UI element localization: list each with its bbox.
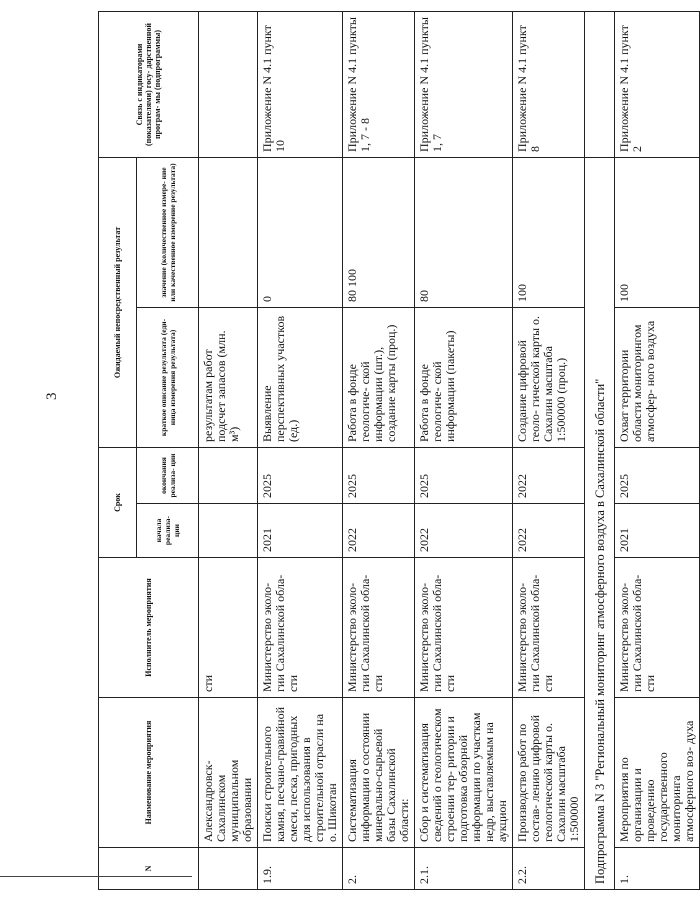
cell-value: 100 <box>615 158 700 308</box>
subprogram-link-cell <box>585 12 615 158</box>
cell-name: Александровск-Сахалинском муниципальном образовании <box>199 698 258 848</box>
subprogram-title: Подпрограмма N 3 "Региональный мониторинг атмосферного воздуха в Сахалинской области" <box>585 158 615 890</box>
cell-name: Сбор и систематизация сведений о геологическом строении тер- ритории и подготовка обзорной информации по участкам недр, выставляемым на аукцион <box>415 698 513 848</box>
cell-executor: сти <box>199 558 258 698</box>
table-row <box>199 12 258 890</box>
cell-value <box>199 158 258 308</box>
cell-desc: Работа в фонде геологиче- ской информации (шт.), создание карты (проц.) <box>343 308 415 448</box>
cell-executor: Министерство эколо- гии Сахалинской обла- сти <box>343 558 415 698</box>
header-start: начала реализа- ции <box>137 504 199 558</box>
cell-name: Производство работ по состав- лению цифровой геологической карты о. Сахалин масштаба 1:500000 <box>513 698 585 848</box>
table-row <box>343 12 415 890</box>
header-result: Ожидаемый непосредственный результат <box>99 158 137 448</box>
cell-end: 2022 <box>513 448 585 504</box>
page-number: 3 <box>44 392 60 400</box>
cell-start: 2022 <box>343 504 415 558</box>
header-end: окончания реализа- ции <box>137 448 199 504</box>
table-row <box>513 12 585 890</box>
cell-executor: Министерство эколо- гии Сахалинской обла- сти <box>258 558 343 698</box>
cell-value: 0 <box>258 158 343 308</box>
cell-name: Поиски строительного камня, песчано-гравийной смеси, песка, пригодных для использования в строительной отрасли на о. Шикотан <box>258 698 343 848</box>
cell-link: Приложение N 4.1 пункты 1, 7 - 8 <box>343 12 415 158</box>
cell-value: 100 <box>513 158 585 308</box>
cell-start <box>199 504 258 558</box>
header-n: N <box>99 848 199 890</box>
measures-table <box>98 11 700 890</box>
cell-value: 80 <box>415 158 513 308</box>
cell-desc: Охват территории области мониторингом атмосфер- ного воздуха <box>615 308 700 448</box>
header-name: Наименование мероприятия <box>99 698 199 848</box>
header-executor: Исполнитель мероприятия <box>99 558 199 698</box>
cell-n: 2. <box>343 848 415 890</box>
header-result-value: значение (количественное измере- ние или качественное измерение результата) <box>137 158 199 308</box>
cell-desc: результатам работ подсчет запасов (млн. м³) <box>199 308 258 448</box>
cell-executor: Министерство эколо- гии Сахалинской обла- сти <box>415 558 513 698</box>
cell-link: Приложение N 4.1 пункт 8 <box>513 12 585 158</box>
cell-link: Приложение N 4.1 пункт 2 <box>615 12 700 158</box>
cell-end: 2025 <box>258 448 343 504</box>
table-row <box>258 12 343 890</box>
cell-end <box>199 448 258 504</box>
header-result-desc: краткое описание результата (еди- ница измерения результата) <box>137 308 199 448</box>
header-term: Срок <box>99 448 137 558</box>
cell-end: 2025 <box>415 448 513 504</box>
cell-name: Мероприятия по организации и проведению государственного мониторинга атмосферного воз- духа <box>615 698 700 848</box>
cell-start: 2022 <box>415 504 513 558</box>
cell-executor: Министерство эколо- гии Сахалинской обла- сти <box>615 558 700 698</box>
rotated-table-container <box>98 12 696 890</box>
cell-end: 2025 <box>615 448 700 504</box>
cell-start: 2022 <box>513 504 585 558</box>
cell-name: Систематизация информации о состоянии минерально-сырьевой базы Сахалинской области: <box>343 698 415 848</box>
cell-n <box>199 848 258 890</box>
cell-start: 2021 <box>258 504 343 558</box>
subprogram-row <box>585 12 615 890</box>
cell-n: 1. <box>615 848 700 890</box>
cell-value: 80 100 <box>343 158 415 308</box>
cell-desc: Создание цифровой геоло- гической карты о. Сахалин масштаба 1:500000 (проц.) <box>513 308 585 448</box>
cell-link: Приложение N 4.1 пункты 1, 7 <box>415 12 513 158</box>
cell-end: 2025 <box>343 448 415 504</box>
cell-n: 2.2. <box>513 848 585 890</box>
cell-desc: Выявление перспективных участков (ед.) <box>258 308 343 448</box>
cell-link <box>199 12 258 158</box>
footer-divider <box>0 876 192 877</box>
header-link: Связь с индикаторами (показателями) госу- дарственной програм- мы (подпрограммы) <box>99 12 199 158</box>
cell-start: 2021 <box>615 504 700 558</box>
cell-executor: Министерство эколо- гии Сахалинской обла- сти <box>513 558 585 698</box>
table-row <box>615 12 700 890</box>
table-row <box>415 12 513 890</box>
cell-n: 1.9. <box>258 848 343 890</box>
cell-n: 2.1. <box>415 848 513 890</box>
cell-link: Приложение N 4.1 пункт 10 <box>258 12 343 158</box>
cell-desc: Работа в фонде геологиче- ской информации (пакеты) <box>415 308 513 448</box>
